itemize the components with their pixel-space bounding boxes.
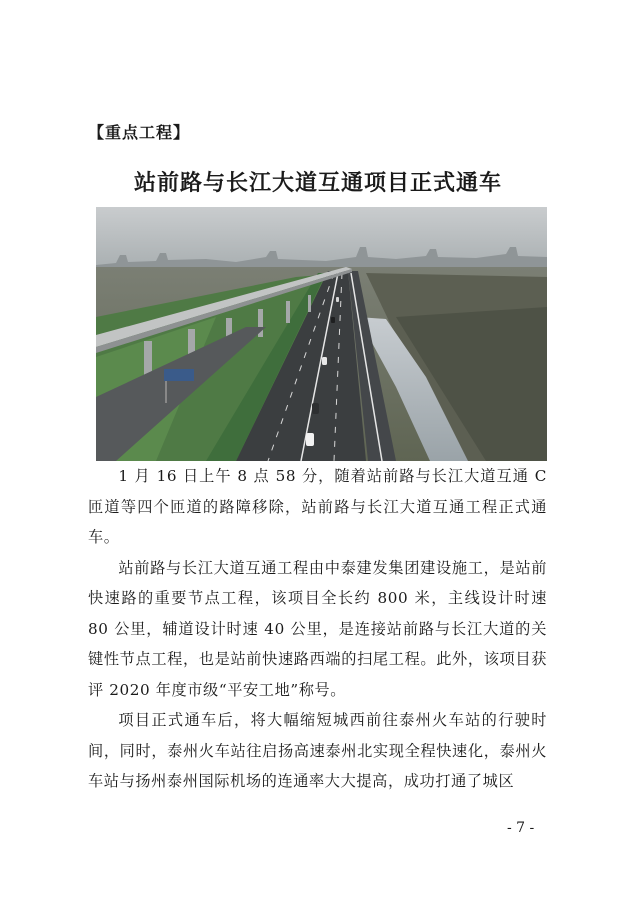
article-title: 站前路与长江大道互通项目正式通车 <box>133 170 502 196</box>
article-paragraph: 1 月 16 日上午 8 点 58 分，随着站前路与长江大道互通 C 匝道等四个匝道的路障移除，站前路与长江大道互通工程正式通车。 <box>88 467 547 546</box>
article-photo <box>96 207 547 461</box>
article-paragraph: 站前路与长江大道互通工程由中泰建发集团建设施工，是站前快速路的重要节点工程，该项目全长约 800 米，主线设计时速 80 公里，辅道设计时速 40 公里，是连接站前路与长江大道的关键性节点工程，也是站前快速路西端的扫尾工程。此外，该项目获评 2020 年度市级“平安工地”称号。 <box>88 558 547 699</box>
article-body <box>88 461 547 797</box>
page-number: - 7 - <box>507 820 535 836</box>
section-tag: 【重点工程】 <box>88 123 191 142</box>
article-paragraph: 项目正式通车后，将大幅缩短城西前往泰州火车站的行驶时间，同时，泰州火车站往启扬高速泰州北实现全程快速化，泰州火车站与扬州泰州国际机场的连通率大大提高，成功打通了城区 <box>88 711 547 790</box>
